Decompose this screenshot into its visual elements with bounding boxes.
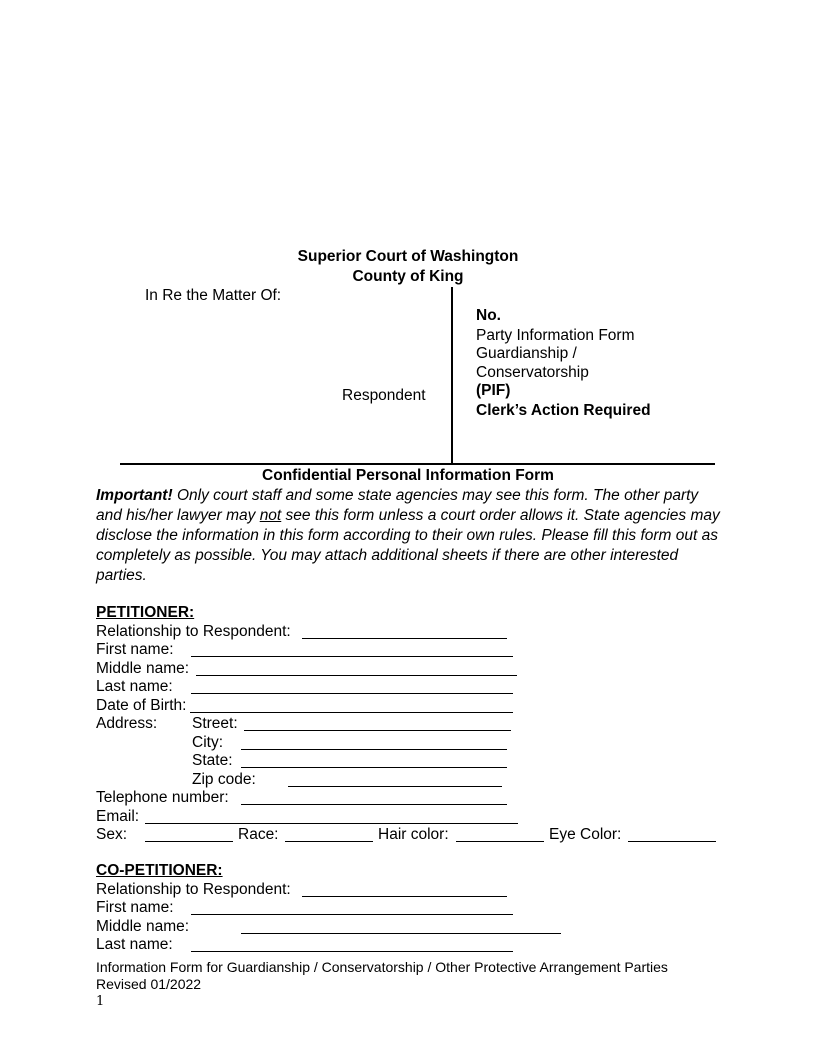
petitioner-relationship-label: Relationship to Respondent: bbox=[96, 623, 291, 640]
footer-form-name: Information Form for Guardianship / Conservatorship / Other Protective Arrangement Parties bbox=[96, 959, 668, 975]
page-number: 1 bbox=[96, 994, 105, 1009]
petitioner-eye-field[interactable] bbox=[628, 827, 716, 842]
petitioner-city-field[interactable] bbox=[241, 735, 507, 750]
notice-important: Important! bbox=[96, 487, 173, 504]
petitioner-street-label: Street: bbox=[192, 715, 238, 732]
form-title-line3: Conservatorship bbox=[476, 364, 589, 381]
caption-divider-horizontal bbox=[120, 463, 715, 465]
form-title: Confidential Personal Information Form bbox=[262, 467, 554, 484]
copetitioner-middle-name-label: Middle name: bbox=[96, 918, 190, 935]
court-county: County of King bbox=[352, 268, 464, 285]
respondent-label: Respondent bbox=[342, 387, 426, 404]
caption-divider-vertical bbox=[451, 287, 453, 463]
notice-text-after: see this form unless a court order allows it. State agencies may disclose the information in this form according to their own rules. Please fill this form out as completely as possible. You may attach additional sheets if there are other interested parties. bbox=[96, 507, 720, 584]
copetitioner-heading: CO-PETITIONER: bbox=[96, 862, 223, 879]
petitioner-middle-name-label: Middle name: bbox=[96, 660, 190, 677]
petitioner-first-name-label: First name: bbox=[96, 641, 174, 658]
petitioner-relationship-field[interactable] bbox=[302, 624, 507, 639]
petitioner-race-field[interactable] bbox=[285, 827, 373, 842]
copetitioner-relationship-field[interactable] bbox=[302, 882, 507, 897]
petitioner-eye-label: Eye Color: bbox=[549, 826, 622, 843]
footer-revised: Revised 01/2022 bbox=[96, 976, 202, 992]
court-name: Superior Court of Washington bbox=[297, 248, 519, 265]
petitioner-hair-field[interactable] bbox=[456, 827, 544, 842]
clerk-action: Clerk’s Action Required bbox=[476, 402, 651, 419]
petitioner-heading: PETITIONER: bbox=[96, 604, 195, 621]
notice-text-before: Only court staff and some state agencies may see this form. The other party and his/her lawyer may bbox=[96, 487, 699, 524]
petitioner-state-label: State: bbox=[192, 752, 233, 769]
petitioner-street-field[interactable] bbox=[244, 716, 511, 731]
petitioner-zip-label: Zip code: bbox=[192, 771, 256, 788]
petitioner-middle-name-field[interactable] bbox=[196, 661, 517, 676]
form-title-line2: Guardianship / bbox=[476, 345, 577, 362]
copetitioner-first-name-label: First name: bbox=[96, 899, 174, 916]
copetitioner-last-name-field[interactable] bbox=[191, 937, 513, 952]
petitioner-telephone-field[interactable] bbox=[241, 790, 507, 805]
petitioner-last-name-label: Last name: bbox=[96, 678, 173, 695]
copetitioner-last-name-label: Last name: bbox=[96, 936, 173, 953]
copetitioner-first-name-field[interactable] bbox=[191, 900, 513, 915]
form-title-line1: Party Information Form bbox=[476, 327, 635, 344]
petitioner-dob-field[interactable] bbox=[190, 698, 513, 713]
petitioner-race-label: Race: bbox=[238, 826, 279, 843]
matter-label: In Re the Matter Of: bbox=[145, 287, 282, 304]
petitioner-address-label: Address: bbox=[96, 715, 158, 732]
petitioner-sex-label: Sex: bbox=[96, 826, 128, 843]
petitioner-zip-field[interactable] bbox=[288, 772, 502, 787]
petitioner-first-name-field[interactable] bbox=[191, 642, 513, 657]
petitioner-email-label: Email: bbox=[96, 808, 140, 825]
petitioner-hair-label: Hair color: bbox=[378, 826, 449, 843]
petitioner-sex-field[interactable] bbox=[145, 827, 233, 842]
notice-paragraph bbox=[96, 486, 726, 586]
copetitioner-relationship-label: Relationship to Respondent: bbox=[96, 881, 291, 898]
petitioner-email-field[interactable] bbox=[145, 809, 518, 824]
petitioner-telephone-label: Telephone number: bbox=[96, 789, 229, 806]
petitioner-dob-label: Date of Birth: bbox=[96, 697, 187, 714]
case-number-label: No. bbox=[476, 307, 501, 324]
petitioner-last-name-field[interactable] bbox=[191, 679, 513, 694]
petitioner-city-label: City: bbox=[192, 734, 223, 751]
notice-not: not bbox=[259, 507, 282, 524]
petitioner-state-field[interactable] bbox=[241, 753, 507, 768]
copetitioner-middle-name-field[interactable] bbox=[241, 919, 561, 934]
form-abbrev: (PIF) bbox=[476, 382, 511, 399]
